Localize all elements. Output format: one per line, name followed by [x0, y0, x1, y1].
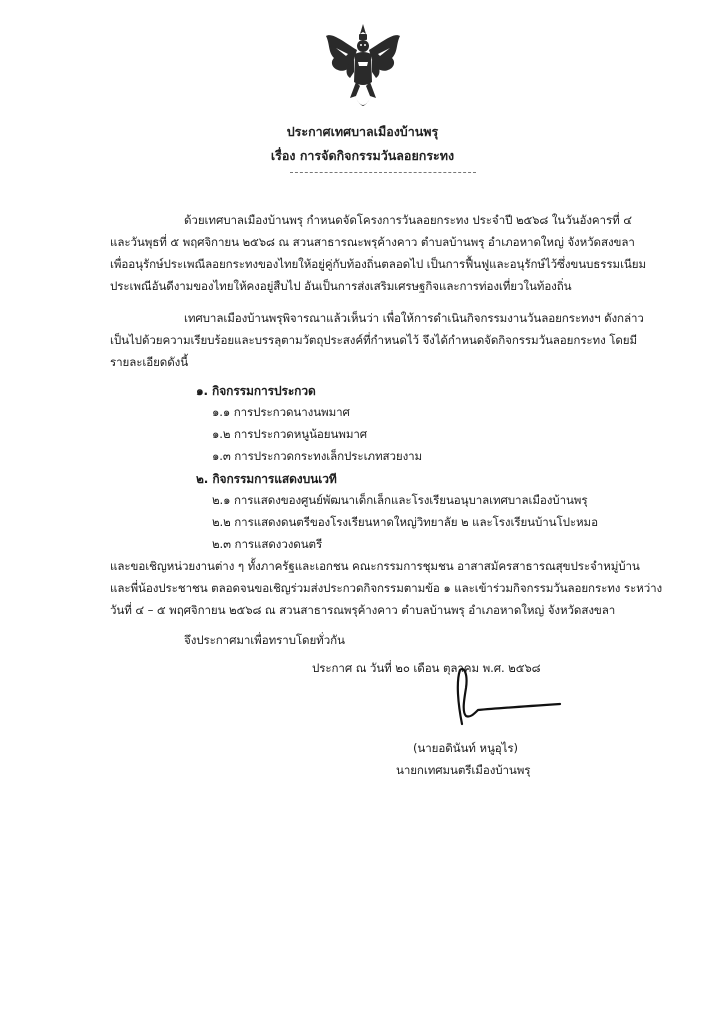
announcement-date: ประกาศ ณ วันที่ ๒๐ เดือน ตุลาคม พ.ศ. ๒๕๖๘ [312, 661, 541, 675]
paragraph-3-line-1: และขอเชิญหน่วยงานต่าง ๆ ทั้งภาครัฐและเอกชน คณะกรรมการชุมชน อาสาสมัครสาธารณสุขประจำหมู่บ้าน [110, 559, 640, 573]
section-1-heading: ๑. กิจกรรมการประกวด [196, 384, 316, 398]
paragraph-3-line-3: วันที่ ๔ – ๕ พฤศจิกายน ๒๕๖๘ ณ สวนสาธารณพรุค้างคาว ตำบลบ้านพรุ อำเภอหาดใหญ่ จังหวัดสงขลา [110, 603, 616, 617]
garuda-emblem-icon [322, 22, 404, 118]
section-2-item-1: ๒.๑ การแสดงของศูนย์พัฒนาเด็กเล็กและโรงเรียนอนุบาลเทศบาลเมืองบ้านพรุ [212, 493, 588, 507]
paragraph-1-line-2: และวันพุธที่ ๕ พฤศจิกายน ๒๕๖๘ ณ สวนสาธารณะพรุค้างคาว ตำบลบ้านพรุ อำเภอหาดใหญ่ จังหวัดสงขลา [110, 235, 635, 249]
paragraph-2-line-2: เป็นไปด้วยความเรียบร้อยและบรรลุตามวัตถุประสงค์ที่กำหนดไว้ จึงได้กำหนดจัดกิจกรรมวันลอยกระทง โดยมี [110, 333, 638, 347]
paragraph-1-line-4: ประเพณีอันดีงามของไทยให้คงอยู่สืบไป อันเป็นการส่งเสริมเศรษฐกิจและการท่องเที่ยวในท้องถิ่น [110, 279, 572, 293]
paragraph-1-line-1: ด้วยเทศบาลเมืองบ้านพรุ กำหนดจัดโครงการวันลอยกระทง ประจำปี ๒๕๖๘ ในวันอังคารที่ ๔ [184, 213, 632, 227]
closing-line: จึงประกาศมาเพื่อทราบโดยทั่วกัน [184, 633, 345, 647]
announcement-title: ประกาศเทศบาลเมืองบ้านพรุ [286, 124, 439, 139]
section-1-item-1: ๑.๑ การประกวดนางนพมาศ [212, 405, 350, 419]
paragraph-3-line-2: และพี่น้องประชาชน ตลอดจนขอเชิญร่วมส่งประกวดกิจกรรมตามข้อ ๑ และเข้าร่วมกิจกรรมวันลอยกระทง ระหว่าง [110, 581, 663, 595]
signatory-name: (นายอดินันท์ หนูอุไร) [413, 741, 518, 755]
section-2-item-2: ๒.๒ การแสดงดนตรีของโรงเรียนหาดใหญ่วิทยาลัย ๒ และโรงเรียนบ้านโปะหมอ [212, 515, 598, 529]
handwritten-signature-icon [440, 664, 580, 734]
section-1-item-3: ๑.๓ การประกวดกระทงเล็กประเภทสวยงาม [212, 449, 423, 463]
announcement-subject: เรื่อง การจัดกิจกรรมวันลอยกระทง [270, 148, 455, 163]
paragraph-1-line-3: เพื่ออนุรักษ์ประเพณีลอยกระทงของไทยให้อยู่คู่กับท้องถิ่นตลอดไป เป็นการฟื้นฟูและอนุรักษ์ไว้ซึ่งขนบธรรมเนียม [110, 257, 646, 271]
section-2-item-3: ๒.๓ การแสดงวงดนตรี [212, 537, 323, 551]
section-1-item-2: ๑.๒ การประกวดหนูน้อยนพมาศ [212, 427, 368, 441]
signatory-position: นายกเทศมนตรีเมืองบ้านพรุ [396, 763, 531, 777]
section-2-heading: ๒. กิจกรรมการแสดงบนเวที [196, 472, 337, 486]
title-divider [290, 172, 476, 173]
paragraph-2-line-1: เทศบาลเมืองบ้านพรุพิจารณาแล้วเห็นว่า เพื่อให้การดำเนินกิจกรรมงานวันลอยกระทงฯ ดังกล่าว [184, 311, 644, 325]
paragraph-2-line-3: รายละเอียดดังนี้ [110, 355, 189, 369]
